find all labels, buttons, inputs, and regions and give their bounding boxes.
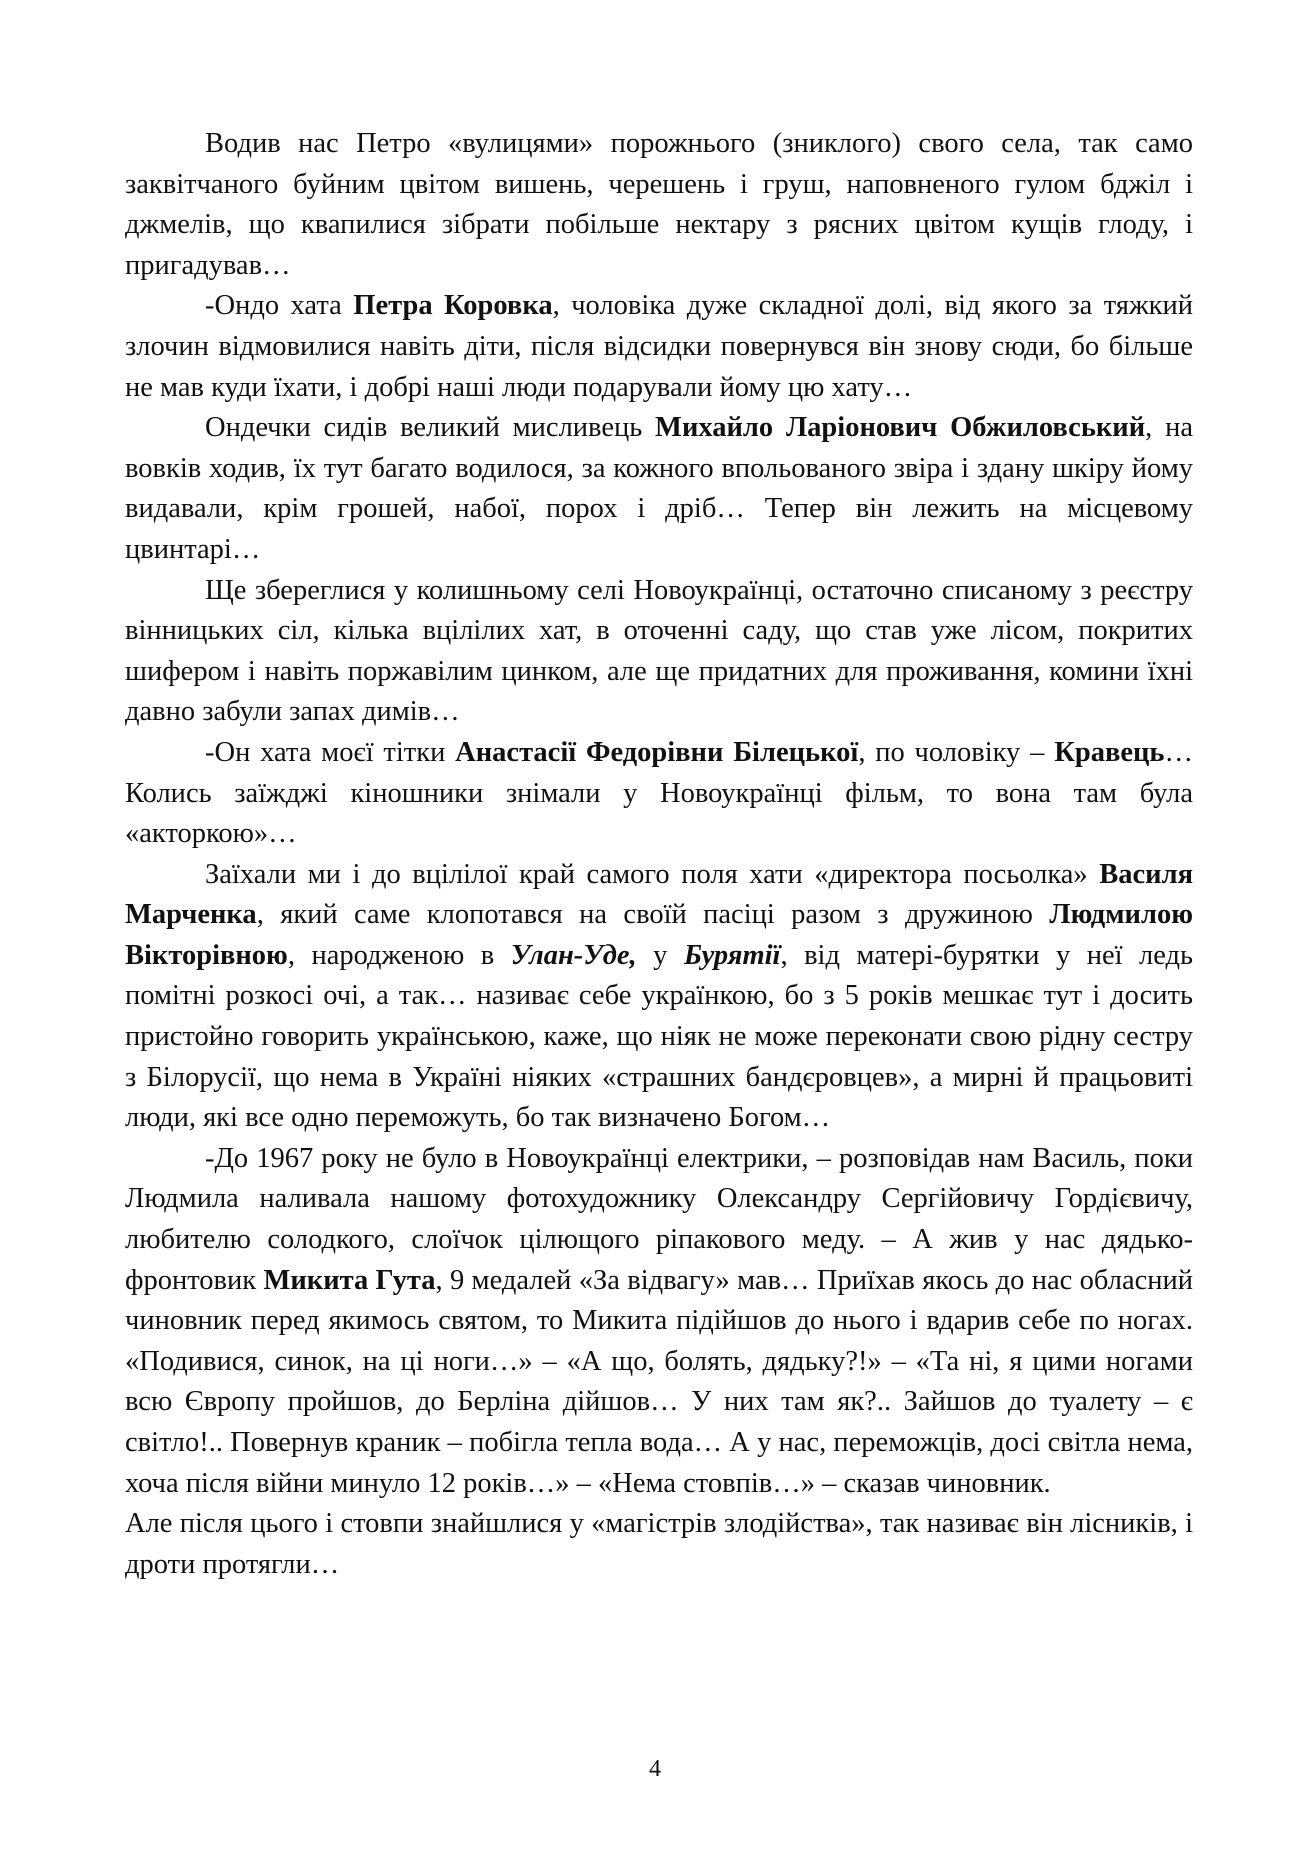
person-name: Микита Гута bbox=[263, 1264, 436, 1296]
paragraph-text: , народженою в bbox=[287, 939, 511, 971]
paragraph-text: , на вовків ходив, їх тут багато водилося, за кожного впольованого звіра і здану шкіру йому видавали, крім грошей, набої, порох і дріб… Тепер він лежить на місцевому цвинтарі… bbox=[125, 412, 1193, 565]
place-name: Улан-Уде, bbox=[510, 939, 637, 971]
paragraph bbox=[125, 1139, 1193, 1504]
document-body bbox=[125, 124, 1193, 1585]
paragraph-text: … Колись заїжджі кіношники знімали у Новоукраїнці фільм, то вона там була «акторкою»… bbox=[125, 736, 1193, 850]
paragraph-text: , чоловіка дуже складної долі, від якого за тяжкий злочин відмовилися навіть діти, після відсидки повернувся він знову сюди, бо більше не мав куди їхати, і добрі наші люди подарували йому цю хату… bbox=[125, 290, 1193, 403]
paragraph bbox=[125, 571, 1193, 733]
paragraph-text: , який саме клопотався на своїй пасіці разом з дружиною bbox=[256, 899, 1050, 931]
person-name: Анастасії Федорівни Білецької bbox=[455, 736, 859, 768]
paragraph-text: -Он хата моєї тітки bbox=[205, 736, 456, 768]
paragraph-text: у bbox=[636, 939, 684, 971]
paragraph bbox=[125, 286, 1193, 408]
paragraph bbox=[125, 855, 1193, 1139]
person-name: Людмилою Вікторівною bbox=[125, 899, 1193, 971]
paragraph-text: Заїхали ми і до вцілілої край самого поля хати «директора посьолка» bbox=[205, 858, 1100, 890]
paragraph-text: Але після цього і стовпи знайшлися у «магістрів злодійства», так називає він лісників, і дроти протягли… bbox=[125, 1508, 1193, 1580]
paragraph-text: -Ондо хата bbox=[205, 290, 354, 322]
person-name: Петра Коровка bbox=[353, 290, 553, 322]
paragraph bbox=[125, 408, 1193, 570]
paragraph bbox=[125, 1504, 1193, 1585]
paragraph bbox=[125, 733, 1193, 855]
paragraph-text: , по чоловіку – bbox=[858, 736, 1055, 768]
person-name: Василя Марченка bbox=[125, 858, 1193, 931]
person-name: Михайло Ларіонович Обжиловський bbox=[655, 412, 1146, 444]
place-name: Бурятії bbox=[683, 939, 781, 971]
paragraph-text: Водив нас Петро «вулицями» порожнього (зниклого) свого села, так само заквітчаного буйним цвітом вишень, черешень і груш, наповненого гулом бджіл і джмелів, що квапилися зібрати побільше нектару з рясних цвітом кущів глоду, і пригадував… bbox=[125, 128, 1193, 281]
paragraph-text: -До 1967 року не було в Новоукраїнці електрики, – розповідав нам Василь, поки Людмила наливала нашому фотохудожнику Олександру Сергійовичу Гордієвичу, любителю солодкого, слоїчок цілющого ріпакового меду. – А жив у нас дядько-фронтовик bbox=[125, 1142, 1193, 1296]
paragraph-text: Ондечки сидів великий мисливець bbox=[205, 412, 656, 444]
paragraph-text: , від матері-бурятки у неї ледь помітні розкосі очі, а так… називає себе українкою, бо з 5 років мешкає тут і досить пристойно говорить українською, каже, що ніяк не може переконати свою рідну сестру з Білорусії, що нема в Україні ніяких «страшних бандєровцев», а мирні й працьовиті люди, які все одно переможуть, бо так визначено Богом… bbox=[125, 939, 1194, 1134]
paragraph-text: , 9 медалей «За відвагу» мав… Приїхав якось до нас обласний чиновник перед якимось святом, то Микита підійшов до нього і вдарив себе по ногах. «Подивися, синок, на ці ноги…» – «А що, болять, дядьку?!» – «Та ні, я цими ногами всю Європу пройшов, до Берліна дійшов… У них там як?.. Зайшов до туалету – є світло!.. Повернув краник – побігла тепла вода… А у нас, переможців, досі світла нема, хоча після війни минуло 12 років…» – «Нема стовпів…» – сказав чиновник. bbox=[125, 1264, 1194, 1499]
paragraph-text: Ще збереглися у колишньому селі Новоукраїнці, остаточно списаному з реєстру вінницьких сіл, кілька вцілілих хат, в оточенні саду, що став уже лісом, покритих шифером і навіть поржавілим цинком, але ще придатних для проживання, комини їхні давно забули запах димів… bbox=[125, 574, 1193, 728]
person-surname: Кравець bbox=[1054, 736, 1165, 768]
page-number: 4 bbox=[649, 1756, 661, 1782]
paragraph bbox=[125, 124, 1193, 286]
